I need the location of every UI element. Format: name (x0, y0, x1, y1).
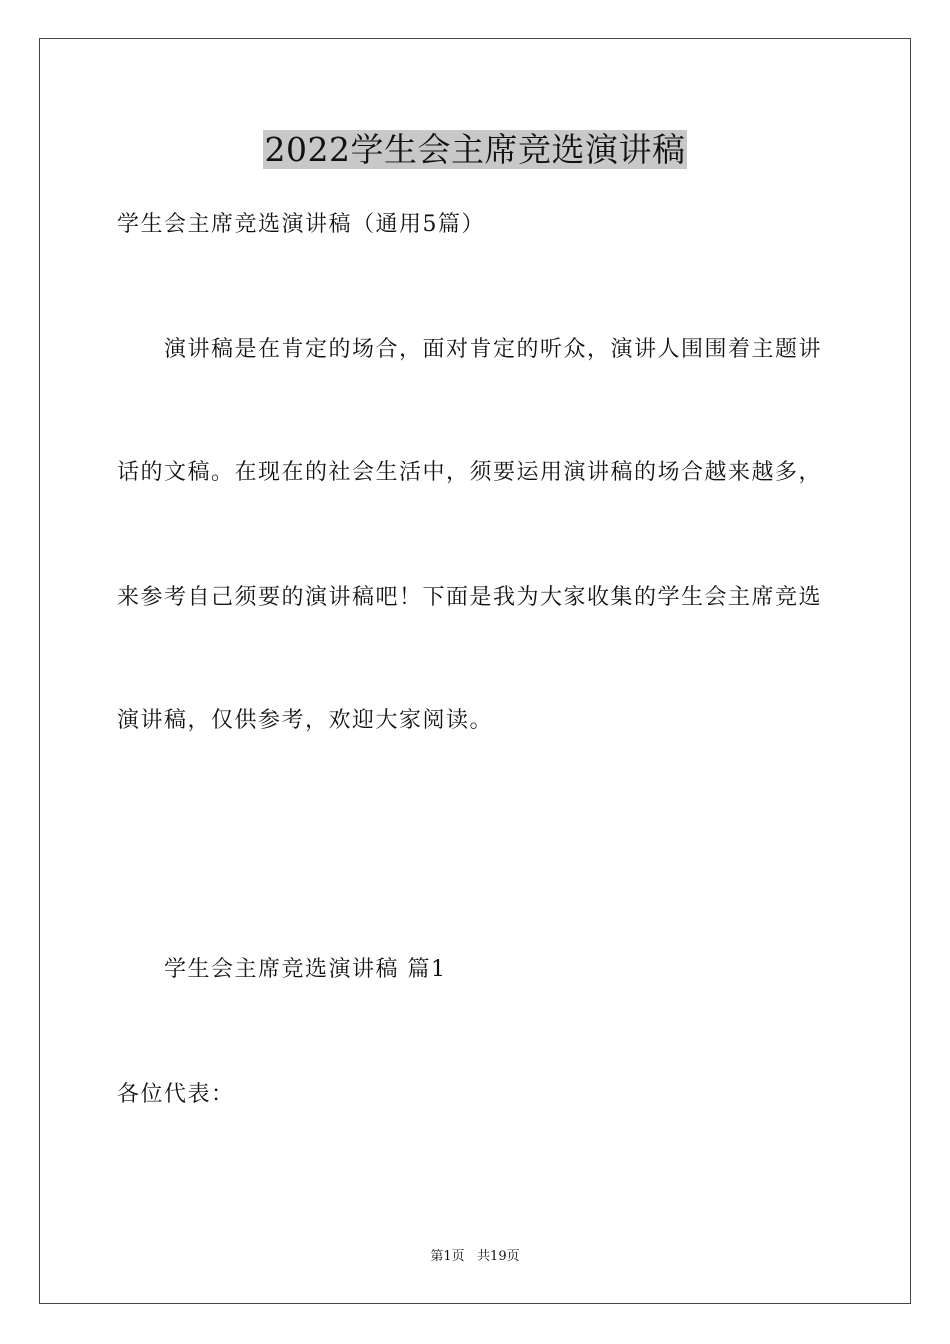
document-title (0, 128, 950, 172)
intro-paragraph-line: 演讲稿是在肯定的场合，面对肯定的听众，演讲人围围着主题讲 (164, 337, 823, 362)
intro-paragraph-line: 演讲稿，仅供参考，欢迎大家阅读。 (117, 708, 494, 733)
document-subtitle: 学生会主席竞选演讲稿（通用5篇） (117, 212, 485, 237)
section-heading: 学生会主席竞选演讲稿 篇1 (164, 957, 447, 982)
page-footer: 第1页 共19页 (430, 1249, 520, 1264)
intro-paragraph-line: 话的文稿。在现在的社会生活中，须要运用演讲稿的场合越来越多， (117, 460, 823, 485)
document-title-text: 2022学生会主席竞选演讲稿 (264, 130, 686, 169)
salutation: 各位代表： (117, 1082, 235, 1107)
intro-paragraph-line: 来参考自己须要的演讲稿吧！下面是我为大家收集的学生会主席竞选 (117, 585, 823, 610)
